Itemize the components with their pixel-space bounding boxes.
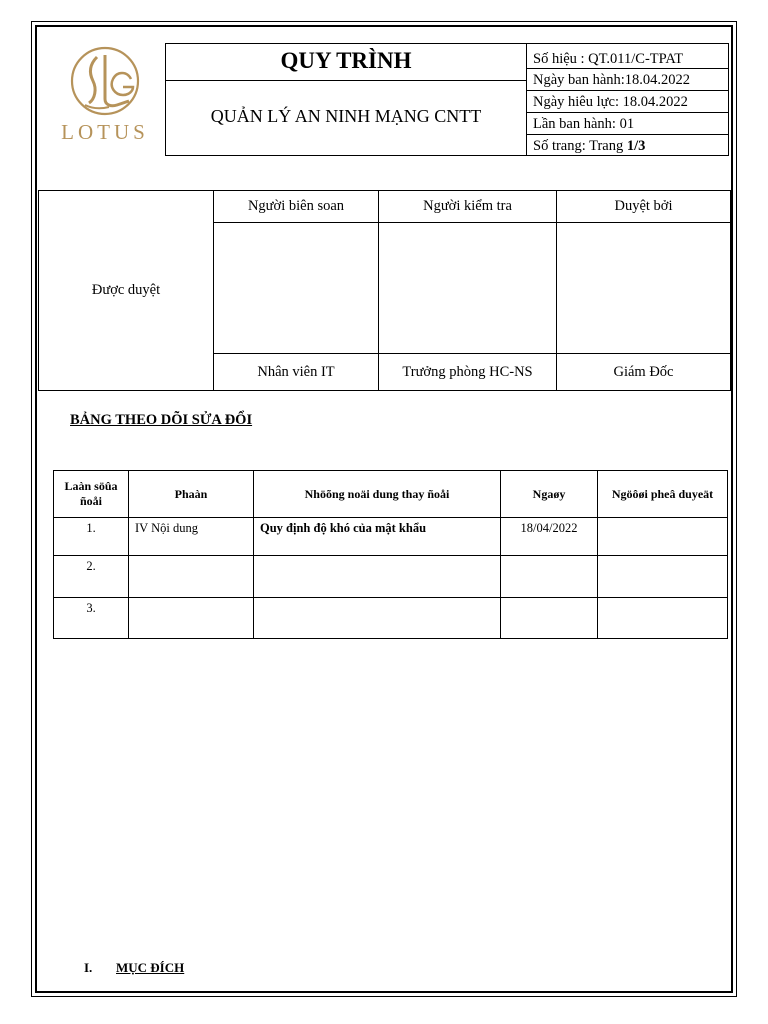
meta-so-hieu: Số hiệu : QT.011/C-TPAT	[527, 44, 728, 69]
meta-ngay-ban-hanh: Ngày ban hành:18.04.2022	[527, 69, 728, 91]
section-title: MỤC ĐÍCH	[116, 960, 185, 975]
logo-text: LOTUS	[61, 120, 149, 144]
approval-header-approver: Duyệt bởi	[557, 191, 731, 223]
revision-cell-number: 3.	[54, 598, 129, 639]
approval-header-author: Người biên soan	[214, 191, 379, 223]
meta-so-trang-value: 1/3	[626, 138, 646, 154]
revision-cell-changes: Quy định độ khó của mật khẩu	[254, 518, 501, 556]
section-heading	[84, 960, 184, 976]
revision-cell-section: IV Nội dung	[129, 518, 254, 556]
title-box	[165, 43, 527, 156]
document-header	[45, 43, 729, 156]
role-approver: Giám Đốc	[557, 354, 731, 391]
section-number: I.	[84, 960, 93, 975]
revision-cell-approver	[598, 518, 728, 556]
signature-reviewer	[379, 223, 557, 354]
revision-cell-changes	[254, 598, 501, 639]
approval-table	[38, 190, 731, 391]
company-logo	[45, 43, 165, 156]
signature-author	[214, 223, 379, 354]
revision-cell-section	[129, 556, 254, 598]
revision-cell-approver	[598, 598, 728, 639]
signature-approver	[557, 223, 731, 354]
revision-col-number: Laàn söûa ñoåi	[54, 471, 129, 518]
revision-cell-section	[129, 598, 254, 639]
revision-col-changes: Nhöõng noäi dung thay ñoåi	[254, 471, 501, 518]
approval-row-label: Được duyệt	[39, 191, 214, 391]
table-row	[54, 556, 728, 598]
table-row	[54, 518, 728, 556]
revision-cell-date	[501, 598, 598, 639]
meta-ngay-hieu-luc: Ngày hiêu lực: 18.04.2022	[527, 91, 728, 113]
revision-col-date: Ngaøy	[501, 471, 598, 518]
revision-cell-date	[501, 556, 598, 598]
document-title: QUY TRÌNH	[166, 44, 526, 81]
document-subtitle: QUẢN LÝ AN NINH MẠNG CNTT	[210, 106, 482, 126]
revision-cell-changes	[254, 556, 501, 598]
meta-lan-ban-hanh: Lần ban hành: 01	[527, 113, 728, 135]
revision-col-section: Phaàn	[129, 471, 254, 518]
lotus-logo-icon	[45, 43, 165, 123]
revision-table	[53, 470, 728, 639]
meta-so-trang	[527, 135, 728, 157]
approval-header-reviewer: Người kiểm tra	[379, 191, 557, 223]
revision-cell-number: 1.	[54, 518, 129, 556]
revision-heading: BẢNG THEO DÕI SỬA ĐỔI	[70, 412, 253, 428]
table-row	[54, 598, 728, 639]
role-author: Nhân viên IT	[214, 354, 379, 391]
meta-so-trang-label: Số trang: Trang	[533, 138, 627, 154]
revision-cell-date: 18/04/2022	[501, 518, 598, 556]
role-reviewer: Trưởng phòng HC-NS	[379, 354, 557, 391]
document-meta	[527, 43, 729, 156]
revision-cell-approver	[598, 556, 728, 598]
revision-col-approver: Ngöôøi pheâ duyeät	[598, 471, 728, 518]
revision-cell-number: 2.	[54, 556, 129, 598]
